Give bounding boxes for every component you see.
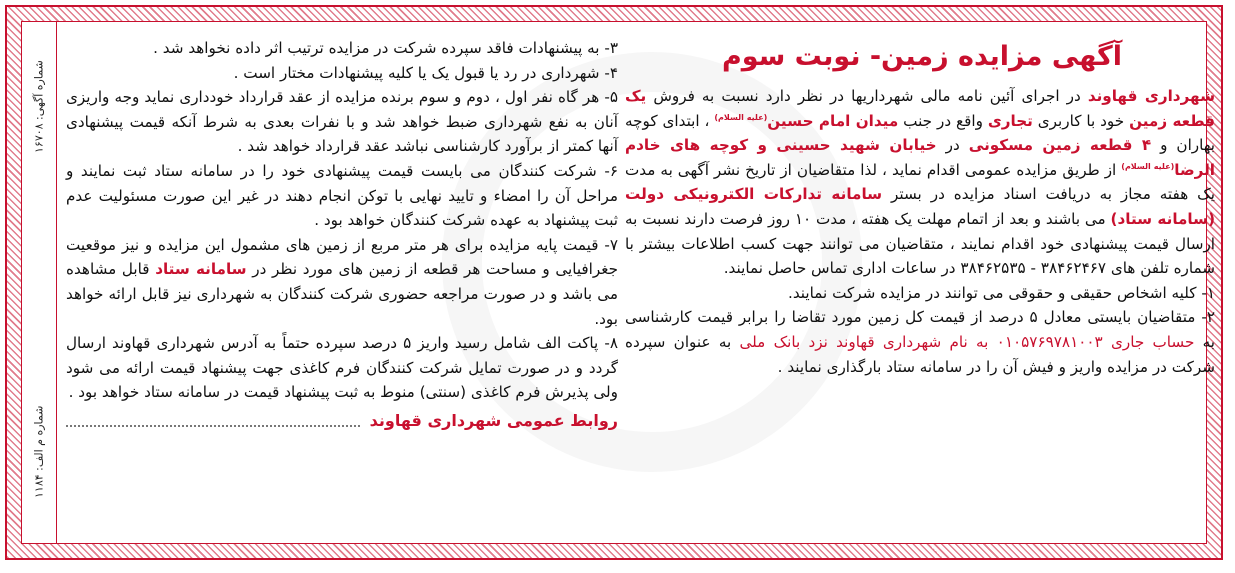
intro-text-1: در اجرای آئین نامه مالی شهرداریها در نظر دارد نسبت به فروش: [646, 87, 1088, 105]
intro-text-4: ، ابتدای کوچه بهاران و: [625, 111, 1215, 155]
intro-text-7: می باشند و بعد از اتمام مهلت یک هفته ، مدت ۱۰ روز فرصت دارند نسبت به ارسال قیمت پیشنهادی خود اقدام نمایند ، متقاضیان می توانند جهت کسب اطلاعات بیشتر با شماره تلفن های ۳۸۴۶۲۴۶۷ - ۳۸۴۶۲۵۳۵ در ساعات اداری تماس حاصل نمایند.: [625, 209, 1215, 278]
ad-frame: [5, 5, 1223, 560]
item-2: [625, 305, 1215, 379]
left-column: [66, 36, 618, 434]
intro-setad-system: سامانه تدارکات الکترونیکی دولت (سامانه ستاد): [625, 185, 1216, 228]
page-title: آگهی مزایده زمین- نوبت سوم: [722, 41, 1122, 72]
intro-text-6: از طریق مزایده عمومی اقدام نماید ، لذا متقاضیان از تاریخ نشر آگهی به مدت یک هفته مجاز به دریافت اسناد مزایده در بستر: [625, 160, 1215, 204]
intro-municipality: شهرداری قهاوند: [1087, 87, 1216, 105]
item-3: ۳- به پیشنهادات فاقد سپرده شرکت در مزایده ترتیب اثر داده نخواهد شد .: [153, 39, 618, 57]
item-4: ۴- شهرداری در رد یا قبول یک یا کلیه پیشنهادات مختار است .: [233, 63, 618, 82]
item-7-setad: سامانه ستاد: [155, 260, 247, 279]
item-7-text-a: ۷- قیمت پایه مزایده برای هر متر مربع از زمین های مشمول این مزایده و نیز موقعیت جغرافیایی و مساحت هر قطعه از زمین های مورد نظر در: [66, 235, 618, 279]
side-strip: [22, 22, 57, 543]
intro-text-5: در: [936, 136, 969, 155]
intro-text-3: واقع در جنب: [898, 111, 988, 130]
ad-number: شماره آگهی: ۱۶۷۰۸: [32, 60, 46, 154]
item-7: [66, 233, 618, 331]
intro-commercial: تجاری: [987, 111, 1033, 130]
intro-square: میدان امام حسین: [767, 111, 899, 130]
ad-code: شماره م الف: ۱۱۸۴: [32, 405, 46, 499]
item-5: ۵- هر گاه نفر اول ، دوم و سوم برنده مزایده از عقد قرارداد خودداری نماید وجه واریزی آنان به نفع شهرداری ضبط خواهد شد و با نفرات بعدی به شرط آنکه قیمت پیشنهادی آنها کمتر از برآورد کارشناسی نباشد عقد قرارداد خواهد شد .: [66, 88, 618, 156]
intro-one-plot: یک قطعه زمین: [625, 87, 1215, 130]
item-1: ۱- کلیه اشخاص حقیقی و حقوقی می توانند در مزایده شرکت نمایند.: [788, 283, 1215, 302]
intro-four-plots: ۴ قطعه زمین مسکونی: [968, 136, 1152, 155]
item-6: ۶- شرکت کنندگان می بایست قیمت پیشنهادی خود را در سامانه ستاد ثبت نمایند و مراحل آن را امضاء و تایید نهایی با توکن انجام دهند در غیر این صورت مسئولیت عدم ثبت پیشنهاد به عهده شرکت کنندگان خواهد بود .: [66, 161, 618, 230]
intro-text-2: خود با کاربری: [1032, 111, 1130, 130]
item-2-text-c: به عنوان سپرده شرکت در مزایده واریز و فیش آن را در سامانه ستاد بارگذاری نمایند .: [625, 332, 1215, 376]
ad-body: [21, 21, 1216, 544]
intro-street-sup: (علیه السلام): [1121, 161, 1175, 171]
intro-square-sup: (علیه السلام): [714, 112, 768, 122]
item-7-text-c: قابل مشاهده می باشد و در صورت مراجعه حضوری شرکت کنندگان به شهرداری نیز قابل ارائه خواهد بود.: [66, 260, 618, 328]
intro-street: خیابان شهید حسینی و کوچه های خادم الرضا: [625, 136, 1215, 179]
intro-paragraph: [625, 84, 1215, 281]
item-2-account: حساب جاری ۰۱۰۵۷۶۹۷۸۱۰۰۳ به نام شهرداری قهاوند نزد بانک ملی: [739, 332, 1195, 351]
right-column: [625, 84, 1215, 379]
item-8: ۸- پاکت الف شامل رسید واریز ۵ درصد سپرده حتماً به آدرس شهرداری قهاوند ارسال گردد و در صورت تمایل شرکت کنندگان فرم کاغذی جهت پیشنهاد قیمت ارائه می شود ولی پذیرش فرم کاغذی (سنتی) منوط به ثبت پیشنهاد قیمت در سامانه ستاد خواهد بود .: [66, 334, 618, 402]
dotted-line: [66, 415, 360, 427]
item-2-text-a: ۲- متقاضیان بایستی معادل ۵ درصد از قیمت کل زمین مورد تقاضا را برابر قیمت کارشناسی به: [625, 308, 1216, 351]
signature-row: [66, 409, 618, 434]
signature: روابط عمومی شهرداری قهاوند: [369, 410, 618, 430]
